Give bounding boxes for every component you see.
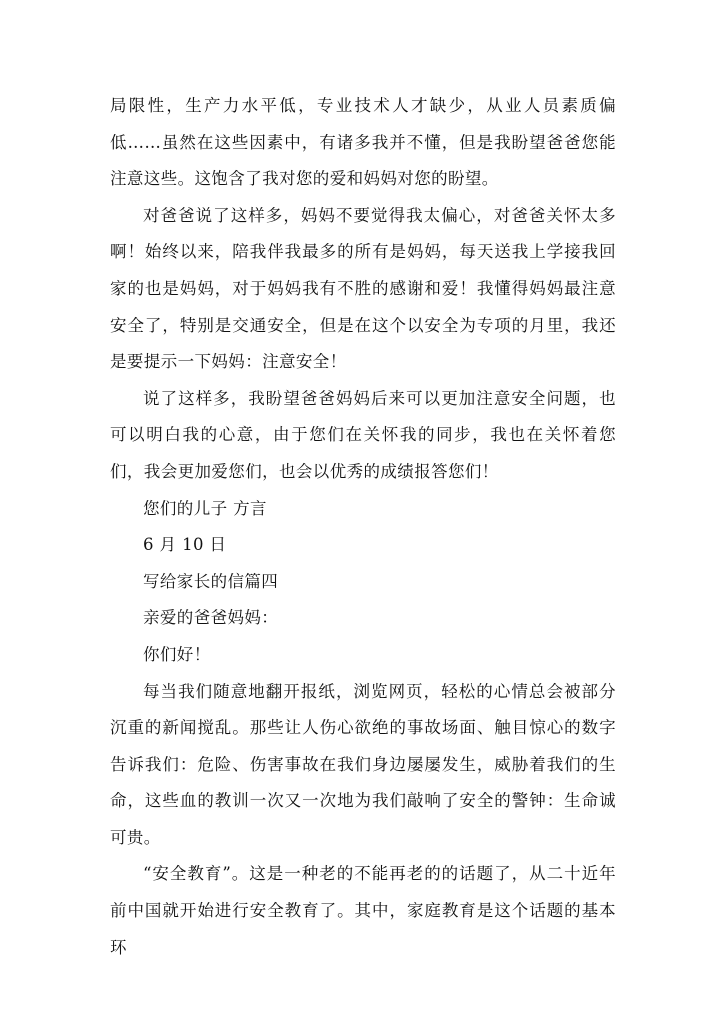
salutation: 亲爱的爸爸妈妈： [143, 608, 279, 628]
paragraph: 说了这样多，我盼望爸爸妈妈后来可以更加注意安全问题，也可以明白我的心意，由于您们在关怀我的同步，我也在关怀着您们，我会更加爱您们，也会以优秀的成绩报答您们！ [110, 388, 616, 481]
paragraph: 局限性，生产力水平低，专业技术人才缺少，从业人员素质偏低……虽然在这些因素中，有诸多我并不懂，但是我盼望爸爸您能注意这些。这饱含了我对您的爱和妈妈对您的盼望。 [110, 96, 616, 189]
greeting: 你们好！ [143, 644, 211, 664]
letter-body [110, 88, 616, 966]
date-line: 6 月 10 日 [143, 535, 227, 555]
paragraph: 对爸爸说了这样多，妈妈不要觉得我太偏心，对爸爸关怀太多啊！始终以来，陪我伴我最多的所有是妈妈，每天送我上学接我回家的也是妈妈，对于妈妈我有不胜的感谢和爱！我懂得妈妈最注意安全了，特别是交通安全，但是在这个以安全为专项的月里，我还是要提示一下妈妈：注意安全！ [110, 205, 616, 372]
section-title: 写给家长的信篇四 [143, 571, 279, 591]
paragraph: 每当我们随意地翻开报纸，浏览网页，轻松的心情总会被部分沉重的新闻搅乱。那些让人伤心欲绝的事故场面、触目惊心的数字告诉我们：危险、伤害事故在我们身边屡屡发生，威胁着我们的生命，这些血的教训一次又一次地为我们敲响了安全的警钟：生命诚可贵。 [110, 681, 616, 847]
signature-line: 您们的儿子 方言 [143, 498, 267, 518]
paragraph: “安全教育”。这是一种老的不能再老的的话题了，从二十近年前中国就开始进行安全教育了。其中，家庭教育是这个话题的基本环 [110, 864, 616, 957]
